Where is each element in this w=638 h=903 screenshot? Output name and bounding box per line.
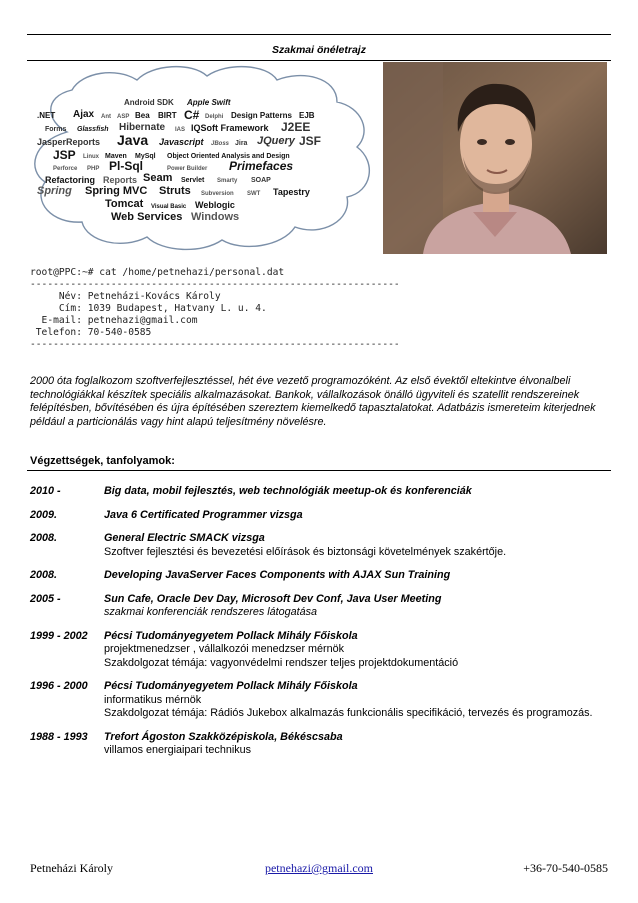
profile-photo [383, 62, 607, 254]
entry-title: General Electric SMACK vizsga [104, 532, 265, 544]
top-rule [27, 34, 611, 35]
skill-tag: BIRT [158, 111, 177, 120]
entry-detail: Szakdolgozat témája: vagyonvédelmi rendszer teljes projektdokumentáció [104, 656, 459, 669]
education-list [30, 485, 610, 768]
skill-tag: Tapestry [273, 187, 310, 197]
section-rule [27, 470, 611, 471]
education-section-title: Végzettségek, tanfolyamok: [30, 455, 175, 467]
entry-title: Developing JavaServer Faces Components with AJAX Sun Training [104, 569, 451, 581]
entry-date: 2008. [30, 532, 58, 544]
skill-tag: Spring [37, 185, 72, 197]
skill-tag: Linux [83, 154, 99, 160]
entry-detail: Szakdolgozat témája: Rádiós Jukebox alkalmazás funkcionális specifikáció, tervezés és programozás. [104, 707, 593, 719]
education-entry [30, 532, 610, 559]
education-entry [30, 731, 610, 758]
education-entry [30, 569, 610, 583]
entry-title: Java 6 Certificated Programmer vizsga [104, 508, 303, 521]
entry-date: 1988 - 1993 [30, 730, 88, 743]
entry-detail: Szoftver fejlesztési és bevezetési előírások és biztonsági követelmények szakértője. [104, 545, 507, 558]
skill-tag: Perforce [53, 166, 78, 172]
skill-tag: Seam [143, 172, 173, 184]
entry-body [104, 593, 610, 620]
entry-body [104, 532, 610, 559]
portrait-icon [383, 62, 607, 254]
education-entry [30, 485, 610, 499]
skill-tag: Javascript [159, 137, 204, 147]
skill-tag: Windows [191, 211, 240, 223]
entry-date: 2010 - [30, 485, 61, 497]
skill-tag: Object Oriented Analysis and Design [167, 153, 290, 160]
skill-tag: EJB [299, 111, 315, 120]
education-entry [30, 630, 610, 671]
entry-body [104, 630, 610, 671]
skill-tag: J2EE [281, 120, 311, 134]
entry-title: Sun Cafe, Oracle Dev Day, Microsoft Dev Conf, Java User Meeting [104, 592, 442, 605]
skill-tag: JBoss [211, 141, 230, 147]
terminal-line: ---------------------------------------------------------------- [30, 279, 400, 290]
entry-body [104, 485, 610, 499]
terminal-line: E-mail: petnehazi@gmail.com [30, 315, 198, 326]
skill-tag: Visual Basic [151, 204, 187, 210]
entry-body [104, 509, 610, 523]
education-entry [30, 509, 610, 523]
skill-tag: JQuery [257, 135, 295, 147]
education-entry [30, 593, 610, 620]
skill-tag: JSP [53, 148, 76, 162]
header-rule [27, 60, 611, 61]
entry-detail: projektmenedzser , vállalkozói menedzser mérnök [104, 643, 345, 655]
skill-tag: ASP [117, 114, 130, 120]
skill-tag: Android SDK [124, 98, 174, 107]
skill-tag: JasperReports [37, 137, 101, 147]
entry-detail: villamos energiaipari technikus [104, 744, 252, 756]
entry-title: Pécsi Tudományegyetem Pollack Mihály Főiskola [104, 629, 358, 642]
terminal-line: root@PPC:~# cat /home/petnehazi/personal.dat [30, 267, 285, 278]
skill-tag: Hibernate [119, 122, 166, 133]
entry-title: Trefort Ágoston Szakközépiskola, Békéscsaba [104, 730, 343, 743]
entry-date: 1996 - 2000 [30, 680, 88, 692]
skill-tag: Spring MVC [85, 185, 148, 197]
skill-tag: Java [117, 132, 149, 148]
terminal-line: Név: Petneházi-Kovács Károly [30, 291, 221, 302]
skill-tag: Maven [105, 153, 127, 160]
terminal-line: Cím: 1039 Budapest, Hatvany L. u. 4. [30, 303, 267, 314]
skill-tag: IQSoft Framework [191, 123, 269, 133]
skill-tag: .NET [37, 111, 56, 120]
skill-tag: SOAP [251, 177, 271, 184]
skill-tag: SWT [247, 191, 261, 197]
entry-title: Big data, mobil fejlesztés, web technológiák meetup-ok és konferenciák [104, 485, 472, 497]
skill-tag: Power Builder [167, 166, 208, 172]
skill-tag: IAS [175, 127, 186, 133]
skill-tag: Apple Swift [187, 98, 231, 107]
skill-tag: MySql [135, 153, 156, 160]
skill-tag: Tomcat [105, 198, 144, 210]
education-entry [30, 680, 610, 721]
skill-tag: Struts [159, 185, 191, 197]
footer-name: Petneházi Károly [30, 861, 113, 875]
skill-tag: Servlet [181, 177, 205, 184]
skill-tag: Smarty [217, 178, 238, 184]
skill-tag: Bea [135, 111, 150, 120]
skill-tag: C# [184, 108, 200, 122]
skill-tag: Design Patterns [231, 111, 292, 120]
skill-tag: Pl-Sql [109, 159, 144, 173]
skill-tag: PHP [87, 166, 100, 172]
skill-tag: Web Services [111, 211, 183, 223]
entry-title: Pécsi Tudományegyetem Pollack Mihály Főiskola [104, 680, 358, 692]
skill-tag: Forms [45, 126, 67, 133]
entry-date: 2009. [30, 508, 58, 521]
skill-tag: Reports [103, 175, 138, 185]
entry-body [104, 680, 610, 721]
skill-tag: Ajax [73, 109, 95, 120]
entry-detail: informatikus mérnök [104, 693, 202, 706]
skill-tag: Weblogic [195, 200, 235, 210]
terminal-line: ---------------------------------------------------------------- [30, 339, 400, 350]
entry-date: 1999 - 2002 [30, 629, 88, 642]
skill-tag: Jira [235, 140, 248, 147]
skill-tag: JSF [299, 134, 322, 148]
entry-detail: szakmai konferenciák rendszeres látogatása [104, 606, 318, 618]
entry-date: 2005 - [30, 592, 61, 605]
skill-tag: Glassfish [77, 126, 109, 133]
entry-date: 2008. [30, 569, 58, 581]
skill-tag: Subversion [201, 191, 234, 197]
entry-body [104, 569, 610, 583]
entry-body [104, 731, 610, 758]
footer-email-link[interactable]: petnehazi@gmail.com [264, 861, 373, 875]
skill-tag: Primefaces [229, 159, 294, 173]
footer-phone: +36-70-540-0585 [523, 861, 608, 875]
page-title: Szakmai önéletrajz [272, 44, 366, 56]
skills-tag-cloud [27, 62, 382, 252]
skill-tag: Ant [101, 114, 111, 120]
intro-paragraph: 2000 óta foglalkozom szoftverfejlesztéssel, hét éve vezető programozóként. Az első évektől eltekintve élvonalbeli technológiákkal készítek speciális alkalmazásokat. Bankok, vállalkozások önálló ügyviteli és szatellit rendszereinek felépítésben, bővítésében és újra építésében szereztem kiemelkedő tapasztalatokat. Adatbázis ismereteim kiterjednek például a particionálás vagy hint alapú teljesítmény növelésre. [30, 375, 596, 428]
terminal-line: Telefon: 70-540-0585 [30, 327, 152, 338]
skill-tag: Refactoring [45, 175, 96, 185]
skill-tag: Delphi [205, 114, 224, 120]
terminal-personal-data [30, 267, 440, 351]
